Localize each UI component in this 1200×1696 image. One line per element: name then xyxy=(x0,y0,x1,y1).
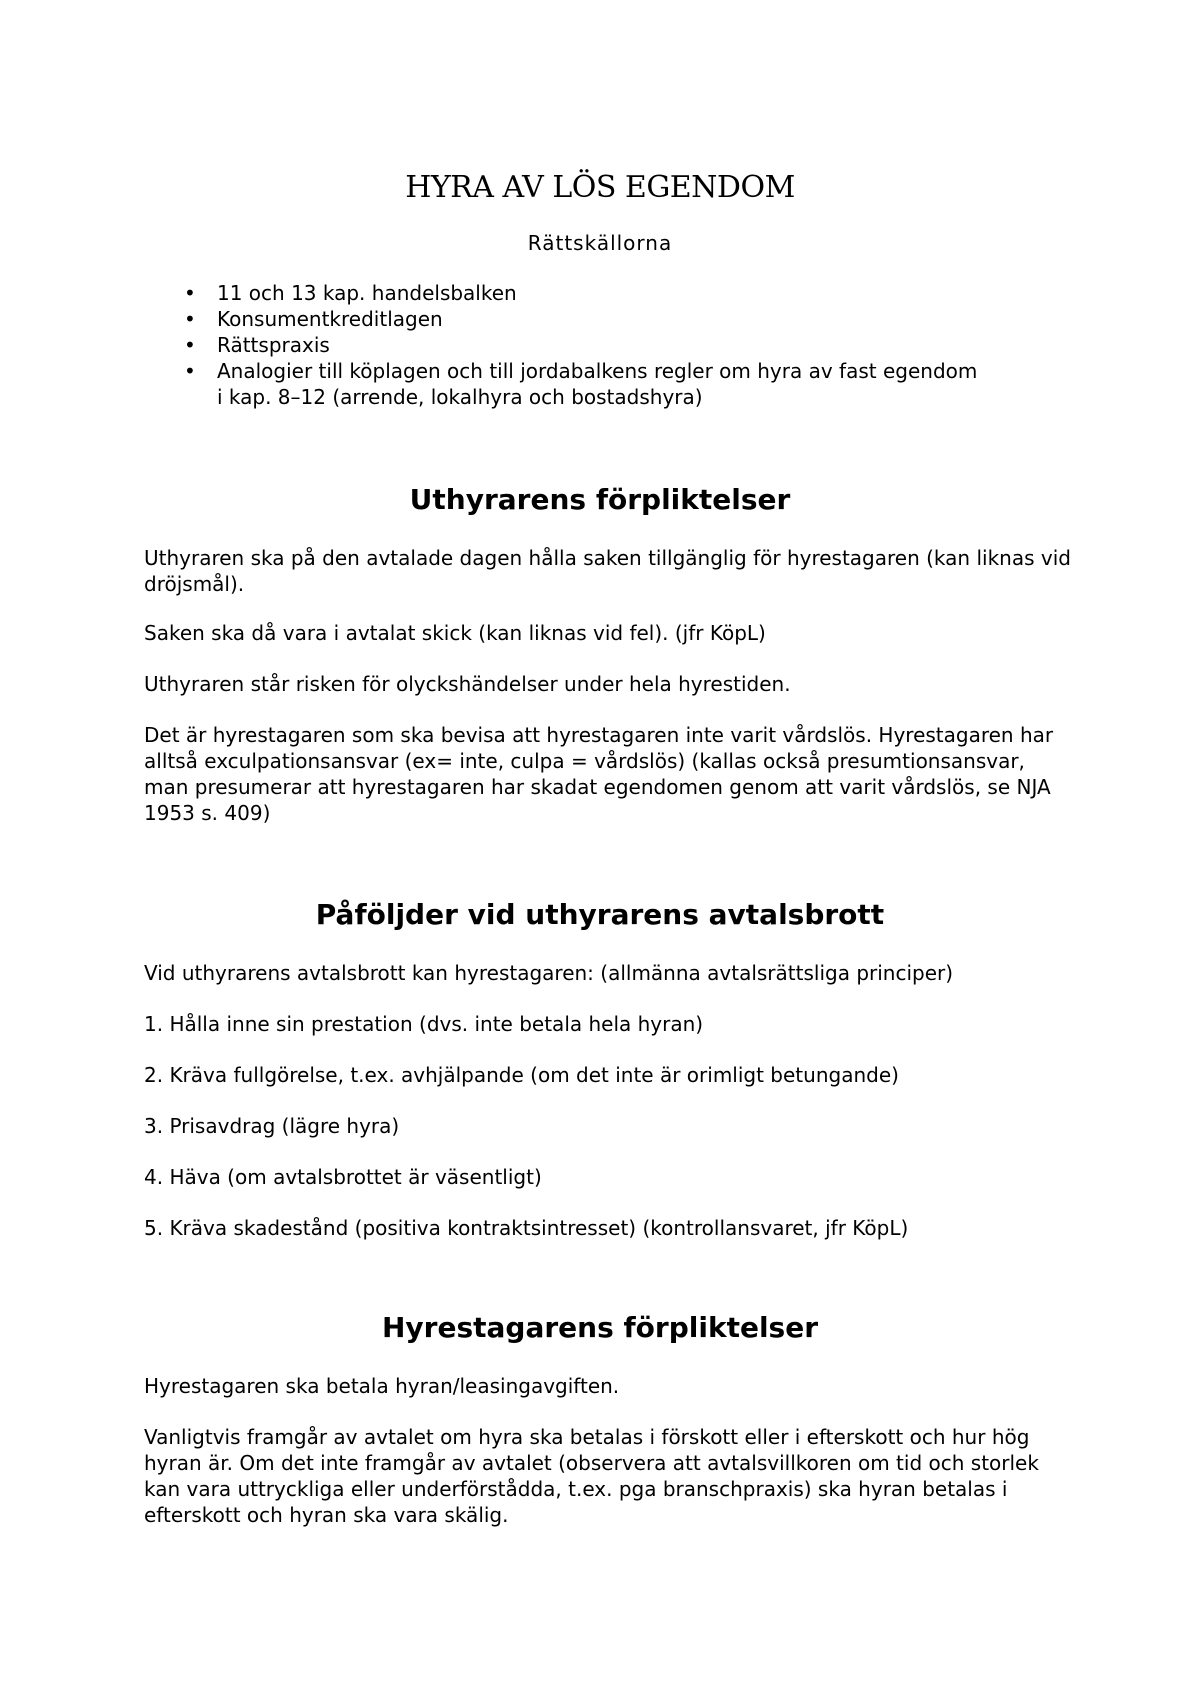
sources-subtitle: Rättskällorna xyxy=(527,231,673,255)
bullet-icon: • xyxy=(184,281,196,305)
list-item-text: Rättspraxis xyxy=(217,333,330,357)
list-item-text: Analogier till köplagen och till jordabalkens regler om hyra av fast egendom i kap. 8–12 (arrende, lokalhyra och bostadshyra) xyxy=(217,359,978,409)
numbered-item: 1. Hålla inne sin prestation (dvs. inte betala hela hyran) xyxy=(144,1012,704,1036)
numbered-item: 2. Kräva fullgörelse, t.ex. avhjälpande (om det inte är orimligt betungande) xyxy=(144,1063,899,1087)
paragraph: Vid uthyrarens avtalsbrott kan hyrestagaren: (allmänna avtalsrättsliga principer) xyxy=(144,961,954,985)
numbered-item: 5. Kräva skadestånd (positiva kontraktsintresset) (kontrollansvaret, jfr KöpL) xyxy=(144,1216,909,1240)
paragraph: Uthyraren ska på den avtalade dagen hålla saken tillgänglig för hyrestagaren (kan liknas vid dröjsmål). xyxy=(144,546,1071,596)
list-item xyxy=(184,306,984,332)
list-item xyxy=(184,280,984,306)
list-item-text: Konsumentkreditlagen xyxy=(217,307,443,331)
section-heading-hyrestagarens-forpliktelser: Hyrestagarens förpliktelser xyxy=(381,1311,819,1344)
paragraph: Vanligtvis framgår av avtalet om hyra ska betalas i förskott eller i efterskott och hur hög hyran är. Om det inte framgår av avtalet (observera att avtalsvillkoren om tid och storlek kan vara uttryckliga eller underförstådda, t.ex. pga branschpraxis) ska hyran betalas i efterskott och hyran ska vara skälig. xyxy=(144,1425,1039,1527)
paragraph: Hyrestagaren ska betala hyran/leasingavgiften. xyxy=(144,1374,620,1398)
bullet-icon: • xyxy=(184,359,196,383)
list-item xyxy=(184,332,984,358)
bullet-icon: • xyxy=(184,333,196,357)
document-title: HYRA AV LÖS EGENDOM xyxy=(405,170,795,205)
numbered-item: 3. Prisavdrag (lägre hyra) xyxy=(144,1114,400,1138)
paragraph: Uthyraren står risken för olyckshändelser under hela hyrestiden. xyxy=(144,672,791,696)
paragraph: Saken ska då vara i avtalat skick (kan liknas vid fel). (jfr KöpL) xyxy=(144,621,766,645)
section-heading-pafoljder: Påföljder vid uthyrarens avtalsbrott xyxy=(315,898,885,931)
sources-list xyxy=(184,280,984,410)
bullet-icon: • xyxy=(184,307,196,331)
section-heading-uthyrarens-forpliktelser: Uthyrarens förpliktelser xyxy=(409,483,791,516)
list-item-text: 11 och 13 kap. handelsbalken xyxy=(217,281,517,305)
numbered-item: 4. Häva (om avtalsbrottet är väsentligt) xyxy=(144,1165,542,1189)
list-item xyxy=(184,358,984,410)
paragraph: Det är hyrestagaren som ska bevisa att hyrestagaren inte varit vårdslös. Hyrestagaren har alltså exculpationsansvar (ex= inte, culpa = vårdslös) (kallas också presumtionsansvar, man presumerar att hyrestagaren har skadat egendomen genom att varit vårdslös, se NJA 1953 s. 409) xyxy=(144,723,1054,825)
